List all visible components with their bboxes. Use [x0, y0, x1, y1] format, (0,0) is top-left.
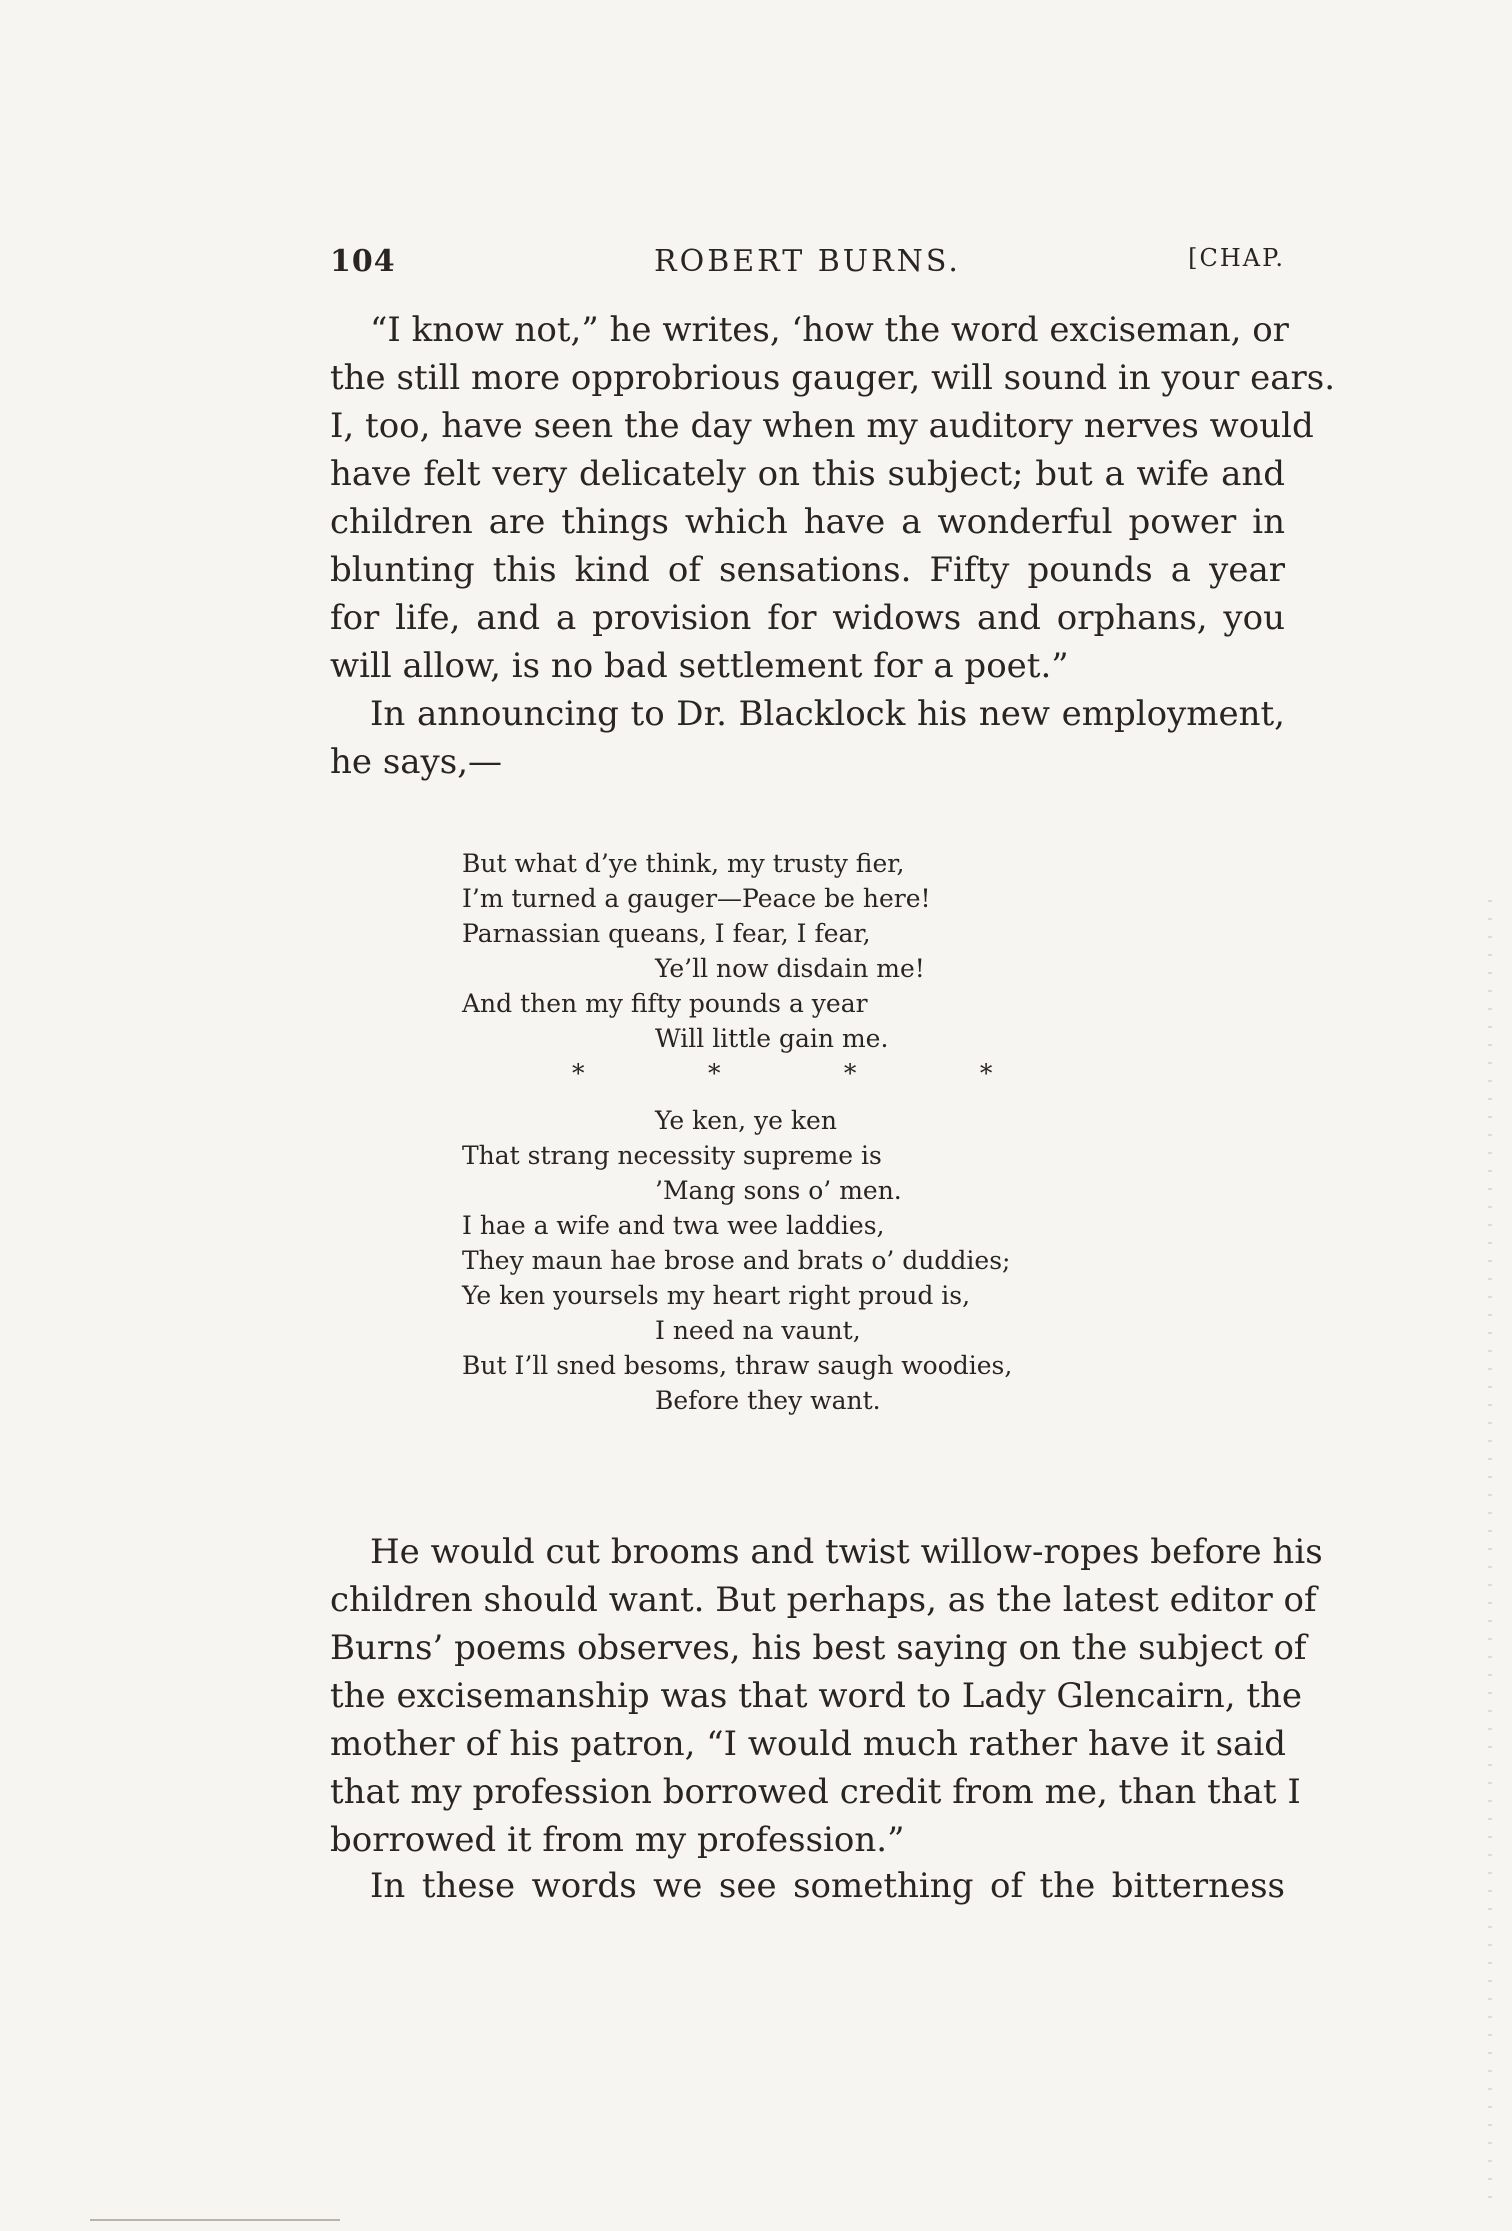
verse-line: I need na vaunt, [655, 1316, 861, 1345]
verse-line: Ye’ll now disdain me! [655, 954, 925, 983]
text-line: children should want. But perhaps, as the latest editor of [330, 1580, 1317, 1620]
paragraph-bitterness [330, 1862, 1285, 1910]
verse-line: And then my fifty pounds a year [462, 989, 868, 1018]
verse-line: I hae a wife and twa wee laddies, [462, 1211, 885, 1240]
verse-line: I’m turned a gauger—Peace be here! [462, 884, 931, 913]
text-line: will allow, is no bad settlement for a poet.” [330, 646, 1069, 686]
text-line: the still more opprobrious gauger, will sound in your ears. [330, 358, 1336, 398]
verse-line: But I’ll sned besoms, thraw saugh woodies, [462, 1351, 1013, 1380]
text-line: children are things which have a wonderful power in [330, 502, 1285, 542]
chapter-marker: [CHAP. [1188, 244, 1285, 272]
verse-line: Before they want. [655, 1386, 881, 1415]
text-line: he says,— [330, 742, 503, 782]
paragraph-brooms [330, 1528, 1323, 1864]
verse-line: ’Mang sons o’ men. [655, 1176, 902, 1205]
poem-verse [462, 846, 1102, 1418]
verse-line: That strang necessity supreme is [462, 1141, 882, 1170]
running-head [330, 244, 1285, 284]
scan-edge-marks [1488, 900, 1492, 2200]
verse-line: Ye ken, ye ken [655, 1106, 837, 1135]
text-line: the excisemanship was that word to Lady Glencairn, the [330, 1676, 1303, 1716]
verse-line: Ye ken yoursels my heart right proud is, [462, 1281, 971, 1310]
text-line: have felt very delicately on this subject; but a wife and [330, 454, 1285, 494]
text-line: In announcing to Dr. Blacklock his new employment, [370, 694, 1285, 734]
paragraph-blacklock [330, 690, 1285, 786]
text-line: that my profession borrowed credit from me, than that I [330, 1772, 1301, 1812]
text-line: for life, and a provision for widows and orphans, you [330, 598, 1285, 638]
verse-line: But what d’ye think, my trusty fier, [462, 849, 905, 878]
text-line: Burns’ poems observes, his best saying on the subject of [330, 1628, 1307, 1668]
text-line: borrowed it from my profession.” [330, 1820, 905, 1860]
text-line: blunting this kind of sensations. Fifty pounds a year [330, 550, 1285, 590]
text-line: “I know not,” he writes, ‘how the word exciseman, or [370, 310, 1289, 350]
paragraph-letter-quote [330, 306, 1336, 690]
text-line: mother of his patron, “I would much rather have it said [330, 1724, 1286, 1764]
verse-line: Parnassian queans, I fear, I fear, [462, 919, 871, 948]
text-line: I, too, have seen the day when my auditory nerves would [330, 406, 1314, 446]
verse-separator: * * * * [572, 1059, 997, 1088]
scan-bottom-rule [90, 2219, 340, 2221]
text-line: He would cut brooms and twist willow-ropes before his [370, 1532, 1323, 1572]
running-title: ROBERT BURNS. [654, 244, 961, 279]
verse-line: Will little gain me. [655, 1024, 889, 1053]
text-line: In these words we see something of the bitterness [370, 1866, 1285, 1906]
verse-line: They maun hae brose and brats o’ duddies; [462, 1246, 1011, 1275]
page-number: 104 [330, 244, 396, 279]
